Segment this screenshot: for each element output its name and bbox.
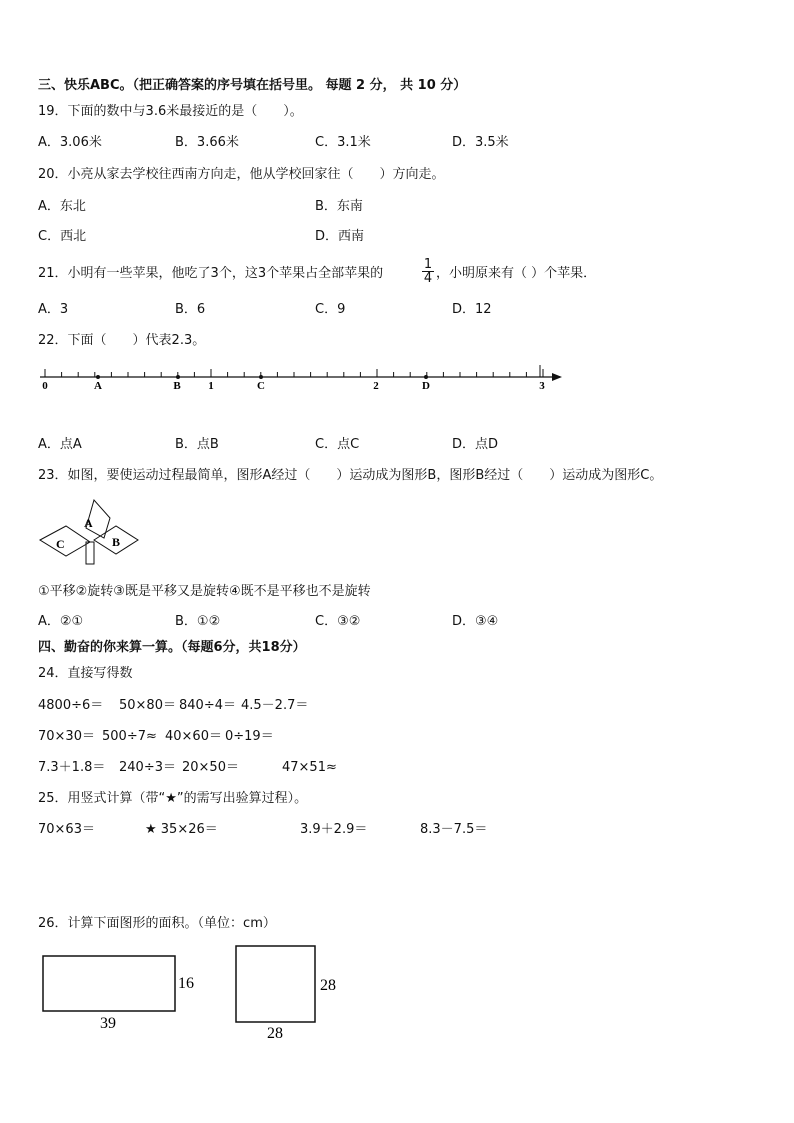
q21-fraction-denominator: 4 [423,271,433,286]
q20-option-a: A．东北 [38,199,86,214]
rectangle-width-label: 39 [100,1015,116,1032]
q24-stem: 24．直接写得数 [38,666,133,681]
q23-option-c: C．③② [315,614,361,629]
q24-r1c4: 4.5－2.7＝ [241,698,309,713]
q25-item-1: 70×63＝ [38,822,95,837]
q21-stem-after: ，小明原来有（ ）个苹果． [436,266,597,281]
q20-option-c: C．西北 [38,229,87,244]
q21-option-b: B．6 [175,302,206,317]
rectangle-shape [43,956,175,1011]
q24-r1c3: 840÷4＝ [179,698,236,713]
section-4-heading: 四、勤奋的你来算一算。（每题6分，共18分） [38,640,306,655]
label-3: 3 [539,380,545,392]
q24-r3c3: 20×50＝ [182,760,239,775]
q24-r1c1: 4800÷6＝ [38,698,104,713]
q21-option-c: C．9 [315,302,346,317]
q22-number-line [0,355,794,415]
q23-option-b: B．①② [175,614,221,629]
q26-figures [0,940,794,1050]
rectangle-height-label: 16 [178,975,194,992]
q23-option-d: D．③④ [452,614,499,629]
q24-r2c1: 70×30＝ [38,729,95,744]
q23-figure [38,496,178,576]
q24-r2c3: 40×60＝ [165,729,222,744]
square-height-label: 28 [320,977,336,994]
point-d-dot [424,375,428,379]
q25-item-4: 8.3－7.5＝ [420,822,488,837]
q21-option-d: D．12 [452,302,492,317]
q24-r1c2: 50×80＝ [119,698,176,713]
q25-stem: 25．用竖式计算（带“★”的需写出验算过程）。 [38,791,308,806]
number-line-arrow [552,373,562,381]
q23-choices-line: ①平移②旋转③既是平移又是旋转④既不是平移也不是旋转 [38,584,371,599]
label-2: 2 [373,380,379,392]
q25-item-3: 3.9＋2.9＝ [300,822,368,837]
q22-option-a: A．点A [38,437,82,452]
q24-r3c4: 47×51≈ [282,760,337,775]
q20-option-d: D．西南 [315,229,365,244]
q21-fraction [422,258,434,285]
point-a-dot [96,375,100,379]
q20-option-b: B．东南 [315,199,363,214]
label-a: A [94,380,102,392]
square-shape [236,946,315,1022]
q19-option-b: B．3.66米 [175,135,239,150]
shape-a-label: A [84,516,93,530]
label-d: D [422,380,430,392]
label-c: C [257,380,265,392]
section-3-heading: 三、快乐ABC。（把正确答案的序号填在括号里。 每题 2 分， 共 10 分） [38,78,467,93]
q21-stem-before: 21．小明有一些苹果，他吃了3个，这3个苹果占全部苹果的 [38,266,384,281]
q20-stem: 20．小亮从家去学校往西南方向走，他从学校回家往（ ）方向走。 [38,167,445,182]
point-c-dot [259,375,263,379]
q23-stem: 23．如图，要使运动过程最简单，图形A经过（ ）运动成为图形B，图形B经过（ ）运动成为图形C。 [38,468,663,483]
q24-r3c2: 240÷3＝ [119,760,176,775]
q26-stem: 26．计算下面图形的面积。（单位：cm） [38,916,276,931]
q22-option-c: C．点C [315,437,360,452]
label-b: B [173,380,181,392]
q23-option-a: A．②① [38,614,84,629]
q24-r3c1: 7.3＋1.8＝ [38,760,106,775]
q22-option-d: D．点D [452,437,499,452]
q19-option-c: C．3.1米 [315,135,371,150]
q25-item-2: ★ 35×26＝ [145,822,218,837]
label-1: 1 [208,380,214,392]
q22-stem: 22．下面（ ）代表2.3。 [38,333,206,348]
q24-r2c4: 0÷19＝ [225,729,274,744]
number-line-ticks [45,369,543,377]
q22-option-b: B．点B [175,437,219,452]
shape-c [40,526,90,556]
label-0: 0 [42,380,48,392]
stem-rect [86,542,94,564]
shape-b-label: B [112,535,121,549]
q19-option-a: A．3.06米 [38,135,102,150]
shape-c-label: C [56,537,65,551]
q24-r2c2: 500÷7≈ [102,729,157,744]
q19-option-d: D．3.5米 [452,135,509,150]
square-width-label: 28 [267,1025,283,1042]
q19-stem: 19．下面的数中与3.6米最接近的是（ ）。 [38,104,303,119]
q21-fraction-numerator: 1 [423,257,433,272]
point-b-dot [176,375,180,379]
q21-option-a: A．3 [38,302,69,317]
